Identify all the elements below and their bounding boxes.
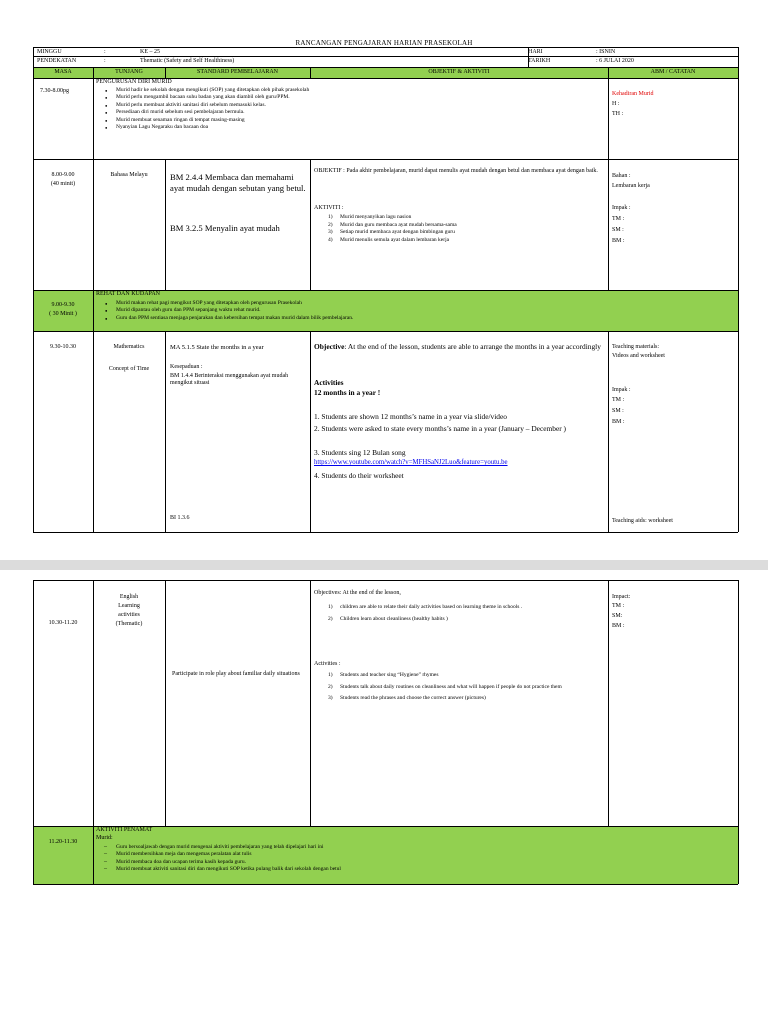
activities-label: Activities <box>314 378 344 387</box>
list-item: – Guru bersoaljawab dengan murid mengenai aktiviti pembelajaran yang telah dipelajari hari ini <box>100 844 341 851</box>
list-item: 1) Students and teacher sing “Hygiene” rhymes <box>328 672 439 678</box>
impak-sm: SM : <box>612 408 624 414</box>
list-item: 1) children are able to relate their daily activities based on learning theme in schools . <box>328 604 523 610</box>
impak-tm: TM : <box>612 216 625 222</box>
bahan-value: Lembaran kerja <box>612 183 650 189</box>
impact-bm: BM : <box>612 623 625 629</box>
impak-sm: SM : <box>612 227 624 233</box>
tarikh-label: TARIKH <box>528 58 551 64</box>
col-tunjang: TUNJANG <box>115 69 143 75</box>
table-border-left <box>33 47 34 532</box>
list-item: 4) Murid menulis semula ayat dalam lembaran kerja <box>328 236 450 243</box>
list-item: ● Murid hadir ke sekolah dengan mengikuti (SOP) yang ditetapkan oleh pihak prasekolah <box>100 87 309 94</box>
row1-list <box>100 87 309 131</box>
table-border-bottom <box>33 884 738 885</box>
col-standard: STANDARD PEMBELAJARAN <box>196 69 279 75</box>
list-item: ● Murid membuat senaman ringan di tempat masing-masing <box>100 117 309 124</box>
row-divider <box>33 56 738 57</box>
col-divider <box>165 67 166 79</box>
row-divider <box>33 67 738 68</box>
list-item: 2) Students talk about daily routines on cleanliness and what will happen if people do not practice them <box>328 683 562 690</box>
row-divider <box>33 159 738 160</box>
objectives-list <box>316 604 604 623</box>
table-border-top <box>33 580 738 581</box>
impak-bm: BM : <box>612 419 625 425</box>
impact-label: Impact: <box>612 594 631 600</box>
row5-tunjang-3: activities <box>118 612 140 618</box>
pendekatan-colon: : <box>104 58 106 64</box>
kehadiran-murid: Kehadiran Murid <box>612 91 654 97</box>
document-title: RANCANGAN PENGAJARAN HARIAN PRASEKOLAH <box>295 39 473 47</box>
list-item: ● Persediaan diri murid sebelum sesi pembelajaran bermula. <box>100 109 309 116</box>
pendekatan-label: PENDEKATAN <box>37 58 77 64</box>
row5-time: 10.30-11.20 <box>48 620 78 626</box>
list-item: – Murid membersihkan meja dan mengemas peralatan alat tulis <box>100 851 341 858</box>
col-divider <box>310 159 311 290</box>
youtube-link[interactable]: https://www.youtube.com/watch?v=MFHSaNJ2Luo&feature=youtu.be <box>314 459 508 466</box>
impact-tm: TM : <box>612 603 625 609</box>
list-item: 3) Students read the phrases and choose the correct answer (pictures) <box>328 695 486 702</box>
row4-tunjang: Mathematics <box>113 344 145 350</box>
list-item: 2) Children learn about cleanliness (healthy habits ) <box>328 615 448 622</box>
list-item: ● Murid perlu mengambil bacaan suhu badan yang akan diambil oleh guru/PPM. <box>100 94 309 101</box>
col-abm: ABM / CATATAN <box>650 69 696 75</box>
list-item: ● Murid dipantau oleh guru dan PPM sepanjang waktu rehat murid. <box>100 307 353 314</box>
row-divider <box>33 331 738 332</box>
col-divider <box>310 331 311 532</box>
objective-text: : At the end of the lesson, students are able to arrange the months in a year accordingly <box>344 342 601 351</box>
kehadiran-h: H : <box>612 101 620 107</box>
col-objektif: OBJEKTIF & AKTIVITI <box>428 69 490 75</box>
table-border-right <box>738 47 739 532</box>
objective-label: Objective <box>314 342 345 351</box>
row4-objective <box>314 342 604 352</box>
row5-standard: Participate in role play about familiar daily situations <box>172 671 300 677</box>
impak-label: Impak : <box>612 205 631 211</box>
list-item: ● Guru dan PPM sentiasa menjaga penjarakan dan kebersihan tempat makan murid dalam bilik pembelajaran. <box>100 315 353 322</box>
step-4: 4. Students do their worksheet <box>314 471 404 480</box>
row2-standard-2: BM 3.2.5 Menyalin ayat mudah <box>170 223 280 233</box>
list-item: 1) Murid menyanyikan lagu nasion <box>328 214 412 220</box>
row3-list <box>100 300 353 322</box>
col-divider <box>608 331 609 532</box>
row3-duration: ( 30 Minit ) <box>49 311 77 317</box>
teaching-aids: Teaching aids: worksheet <box>612 518 673 524</box>
row2-standard-1: BM 2.4.4 Membaca dan memahami ayat mudah dengan sebutan yang betul. <box>170 172 306 193</box>
impact-sm: SM: <box>612 613 623 619</box>
col-divider <box>93 67 94 532</box>
list-item: ● Murid makan rehat pagi mengikut SOP yang ditetapkan oleh pengurusan Prasekolah <box>100 300 353 307</box>
minggu-value: KE – 25 <box>140 49 160 55</box>
row5-tunjang-1: English <box>119 594 139 600</box>
hari-label: HARI <box>528 49 543 55</box>
row1-time: 7.30-8.00pg <box>40 88 69 94</box>
col-masa: MASA <box>54 69 72 75</box>
list-item: 2) Murid dan guru membaca ayat mudah bersama-sama <box>328 221 457 228</box>
table-border-bottom <box>33 532 738 533</box>
activities-list <box>316 672 604 703</box>
col-divider <box>608 580 609 826</box>
row5-tunjang-4: (Thematic) <box>115 621 143 627</box>
kesepaduan-label: Kesepaduan : <box>170 364 203 370</box>
step-1: 1. Students are shown 12 months’s name in a year via slide/video <box>314 412 507 421</box>
row6-time: 11.20-11.30 <box>48 839 78 845</box>
tarikh-value: : 6 JULAI 2020 <box>596 58 634 64</box>
row3-time: 9.00-9.30 <box>51 302 75 308</box>
row2-aktiviti-list <box>316 214 457 244</box>
row2-tunjang: Bahasa Melayu <box>110 172 148 178</box>
kehadiran-th: TH : <box>612 111 624 117</box>
activities-title: 12 months in a year ! <box>314 388 381 397</box>
row5-tunjang-2: Learning <box>118 603 140 609</box>
materials-value: Videos and worksheet <box>612 353 665 359</box>
list-item: – Murid membuat aktiviti sanitasi diri dan mengikuti SOP ketika pulang balik dari sekolah dengan betul <box>100 866 341 873</box>
list-item: ● Murid perlu membuat aktiviti sanitasi diri sebelum memasuki kelas. <box>100 102 309 109</box>
pendekatan-value: Thematic (Safety and Self Healthiness) <box>140 58 235 64</box>
col-divider <box>165 331 166 532</box>
objectives-label: Objectives: At the end of the lesson, <box>314 590 401 596</box>
minggu-label: MINGGU <box>37 49 62 55</box>
col-divider <box>608 67 609 290</box>
row6-heading: AKTIVITI PENAMAT <box>96 827 153 833</box>
row3-heading: REHAT DAN KUDAPAN <box>96 291 161 297</box>
impak-bm: BM : <box>612 238 625 244</box>
table-border-right <box>738 580 739 884</box>
table-border-top <box>33 47 738 48</box>
impak-tm: TM : <box>612 397 625 403</box>
page-two <box>0 570 768 1024</box>
row2-aktiviti-label: AKTIVITI : <box>314 205 344 211</box>
row4-bi: BI 1.3.6 <box>170 515 190 521</box>
col-divider <box>528 47 529 67</box>
row2-time: 8.00-9.00 <box>51 172 75 178</box>
hari-value: : ISNIN <box>596 49 616 55</box>
kesepaduan-value: BM 1.4.4 Berinteraksi menggunakan ayat mudah mengikut situasi <box>170 373 289 387</box>
list-item: ● Nyanyian Lagu Negaraku dan bacaan doa <box>100 124 309 131</box>
col-divider <box>310 580 311 826</box>
row2-duration: (40 minit) <box>50 181 76 187</box>
step-2: 2. Students were asked to state every months’s name in a year (January – December ) <box>314 424 567 433</box>
col-divider <box>165 159 166 290</box>
activities-label: Activities : <box>314 661 341 667</box>
row2-objektif: OBJEKTIF : Pada akhir pembelajaran, murid dapat menulis ayat mudah dengan betul dan membaca ayat dengan baik. <box>314 168 598 174</box>
list-item: 3) Setiap murid membaca ayat dengan bimbingan guru <box>328 229 455 236</box>
row4-tunjang-2: Concept of Time <box>108 366 150 372</box>
col-divider <box>165 580 166 826</box>
materials-label: Teaching materials: <box>612 344 660 350</box>
bahan-label: Bahan : <box>612 173 631 179</box>
row4-time: 9.30-10.30 <box>50 344 76 350</box>
row6-list <box>100 844 341 874</box>
row1-heading: PENGURUSAN DIRI MURID <box>96 79 172 85</box>
step-3: 3. Students sing 12 Bulan song <box>314 448 406 457</box>
list-item: – Murid membaca doa dan ucapan terima kasih kepada guru. <box>100 859 341 866</box>
row4-standard: MA 5.1.5 State the months in a year <box>170 344 264 351</box>
row6-sub: Murid: <box>96 835 113 841</box>
minggu-colon: : <box>104 49 106 55</box>
impak-label: Impak : <box>612 387 631 393</box>
col-divider <box>310 67 311 79</box>
